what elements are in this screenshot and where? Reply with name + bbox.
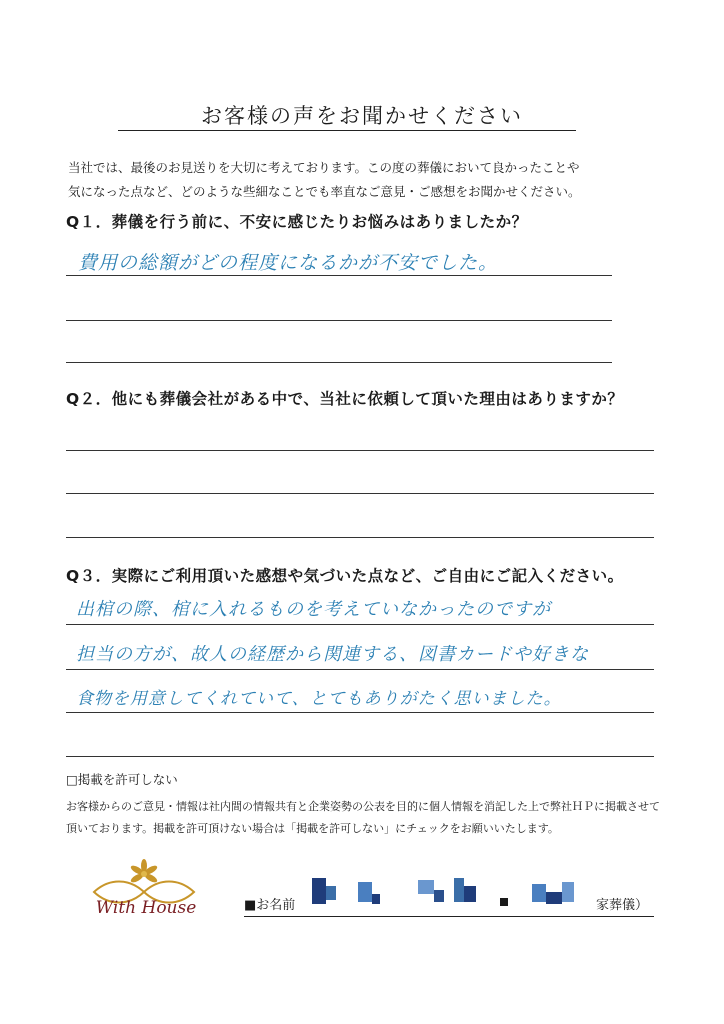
name-underline xyxy=(244,916,654,917)
answer-1-rule-3 xyxy=(66,362,612,363)
answer-3-line-2: 担当の方が、故人の経歴から関連する、図書カードや好きな xyxy=(76,644,589,665)
intro-line-1: 当社では、最後のお見送りを大切に考えております。この度の葬儀において良かったことや xyxy=(68,160,580,175)
intro-line-2: 気になった点など、どのような些細なことでも率直なご意見・ご感想をお聞かせください。 xyxy=(68,184,581,199)
answer-2-rule-1 xyxy=(66,450,654,451)
answer-2-rule-2 xyxy=(66,493,654,494)
answer-3-rule-4 xyxy=(66,756,654,757)
question-3: Q３．実際にご利用頂いた感想や気づいた点など、ご自由にご記入ください。 xyxy=(66,567,624,585)
name-suffix: 家葬儀） xyxy=(596,898,649,913)
no-publish-checkbox[interactable]: □掲載を許可しない xyxy=(66,772,178,787)
consent-note-line-1: お客様からのご意見・情報は社内間の情報共有と企業姿勢の公表を目的に個人情報を消記した上で弊社ＨＰに掲載させて xyxy=(66,800,660,813)
answer-1-rule-1 xyxy=(66,275,612,276)
title-underline xyxy=(118,130,576,131)
answer-3-rule-3 xyxy=(66,712,654,713)
question-1: Q１．葬儀を行う前に、不安に感じたりお悩みはありましたか？ xyxy=(66,213,528,231)
question-2: Q２．他にも葬儀会社がある中で、当社に依頼して頂いた理由はありますか？ xyxy=(66,390,624,408)
consent-note-line-2: 頂いております。掲載を許可頂けない場合は「掲載を許可しない」にチェックをお願いいたします。 xyxy=(66,822,559,835)
answer-1-rule-2 xyxy=(66,320,612,321)
answer-3-rule-1 xyxy=(66,624,654,625)
intro-text xyxy=(68,156,688,204)
answer-1-line-1: 費用の総額がどの程度になるかが不安でした。 xyxy=(78,252,499,274)
name-redaction-mosaic xyxy=(306,872,592,914)
name-label: ■お名前 xyxy=(244,898,296,913)
page-title: お客様の声をお聞かせください xyxy=(201,104,523,128)
answer-2-rule-3 xyxy=(66,537,654,538)
consent-note xyxy=(66,796,686,840)
answer-3-line-1: 出棺の際、棺に入れるものを考えていなかったのですが xyxy=(76,599,551,620)
answer-3-line-3: 食物を用意してくれていて、とてもありがたく思いました。 xyxy=(76,689,562,709)
logo-wordmark: With House xyxy=(95,898,197,918)
answer-3-rule-2 xyxy=(66,669,654,670)
